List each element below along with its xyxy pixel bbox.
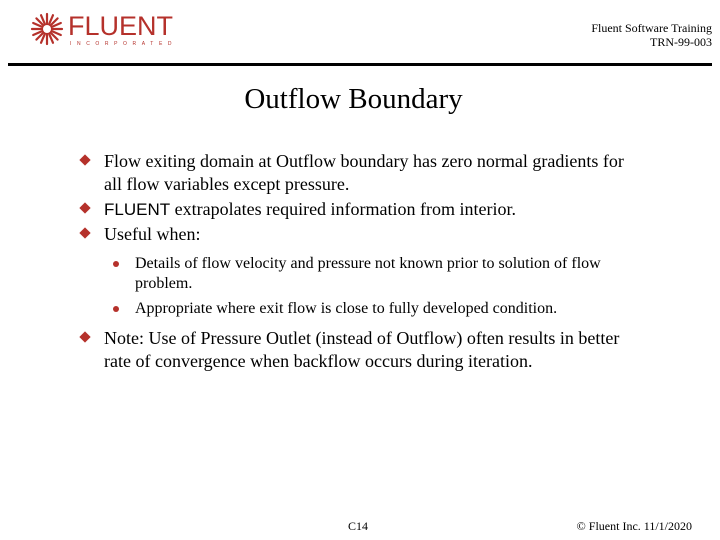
header-info — [591, 21, 712, 49]
copyright: © Fluent Inc. 11/1/2020 — [576, 519, 692, 533]
diamond-bullet-icon — [79, 227, 90, 238]
dot-bullet-icon — [113, 306, 119, 312]
starburst-icon — [30, 12, 64, 46]
fluent-logo — [30, 11, 178, 48]
bullet-text: extrapolates required information from interior. — [170, 199, 517, 219]
page-number: C14 — [348, 519, 369, 533]
bullet-text: Useful when: — [104, 224, 201, 244]
bullet-item — [0, 327, 720, 373]
bullet-list — [0, 150, 720, 373]
bullet-text: Flow exiting domain at Outflow boundary has zero normal gradients for all flow variables except pressure. — [104, 151, 624, 194]
logo-wordmark: FLUENT — [68, 11, 174, 41]
bullet-item — [0, 223, 720, 246]
course-name: Fluent Software Training — [591, 21, 712, 35]
diamond-bullet-icon — [79, 202, 90, 213]
header-divider — [8, 63, 712, 66]
slide-title: Outflow Boundary — [244, 83, 463, 115]
bullet-item — [0, 198, 720, 221]
diamond-bullet-icon — [79, 331, 90, 342]
sub-bullet-item — [0, 299, 720, 319]
document-id: TRN-99-003 — [650, 35, 712, 49]
note-text: Note: Use of Pressure Outlet (instead of Outflow) often results in better rate of convergence when backflow occurs during iteration. — [104, 328, 620, 371]
fluent-product-name: FLUENT — [104, 200, 171, 219]
logo-subtext: INCORPORATED — [70, 41, 178, 47]
diamond-bullet-icon — [79, 154, 90, 165]
sub-bullet-text: Details of flow velocity and pressure not known prior to solution of flow problem. — [135, 255, 601, 292]
sub-bullet-item — [0, 254, 720, 294]
bullet-item — [0, 150, 720, 196]
dot-bullet-icon — [113, 261, 119, 267]
sub-bullet-list — [0, 254, 720, 319]
sub-bullet-text: Appropriate where exit flow is close to fully developed condition. — [135, 300, 558, 317]
